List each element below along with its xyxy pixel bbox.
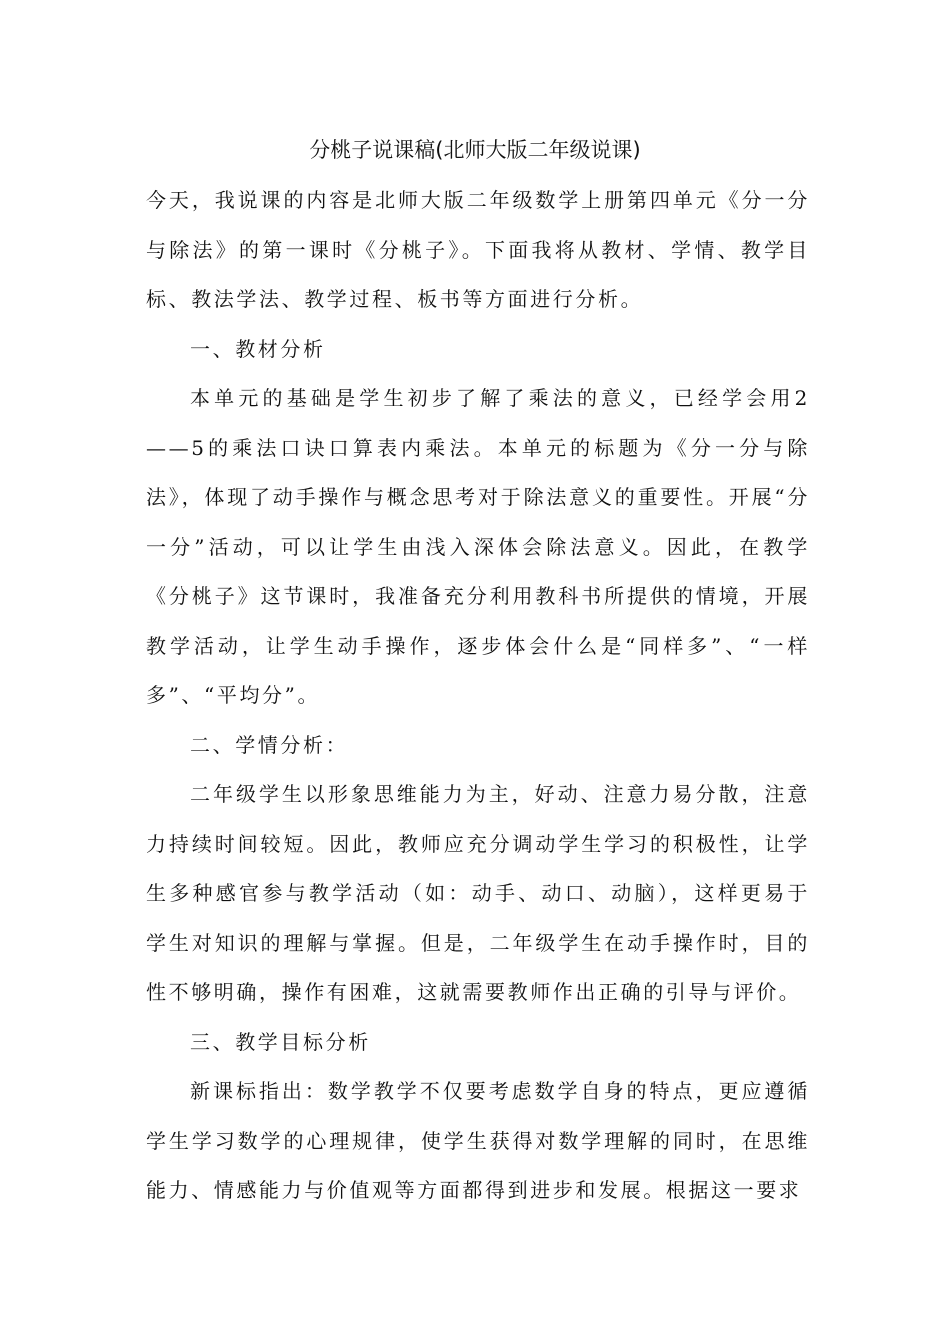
student-analysis-paragraph: 二年级学生以形象思维能力为主，好动、注意力易分散，注意力持续时间较短。因此，教师应充分调动学生学习的积极性，让学生多种感官参与教学活动（如：动手、动口、动脑），这样更易于学生对知识的理解与掌握。但是，二年级学生在动手操作时，目的性不够明确，操作有困难，这就需要教师作出正确的引导与评价。	[146, 782, 810, 1004]
textbook-analysis-paragraph: 本单元的基础是学生初步了解了乘法的意义，已经学会用2——5的乘法口诀口算表内乘法。本单元的标题为《分一分与除法》，体现了动手操作与概念思考对于除法意义的重要性。开展“分一分”活动，可以让学生由浅入深体会除法意义。因此，在教学《分桃子》这节课时，我准备充分利用教科书所提供的情境，开展教学活动，让学生动手操作，逐步体会什么是“同样多”、“一样多”、“平均分”。	[146, 386, 810, 707]
section-heading-teaching-goals: 三、教学目标分析	[190, 1029, 371, 1054]
document-body	[146, 176, 810, 1216]
document-title: 分桃子说课稿(北师大版二年级说课)	[309, 138, 641, 162]
section-heading-student-analysis: 二、学情分析：	[190, 732, 349, 757]
intro-paragraph: 今天，我说课的内容是北师大版二年级数学上册第四单元《分一分与除法》的第一课时《分桃子》。下面我将从教材、学情、教学目标、教法学法、教学过程、板书等方面进行分析。	[146, 188, 810, 311]
teaching-goals-paragraph: 新课标指出：数学教学不仅要考虑数学自身的特点，更应遵循学生学习数学的心理规律，使学生获得对数学理解的同时，在思维能力、情感能力与价值观等方面都得到进步和发展。根据这一要求	[146, 1079, 810, 1202]
section-heading-textbook-analysis: 一、教材分析	[190, 336, 326, 361]
